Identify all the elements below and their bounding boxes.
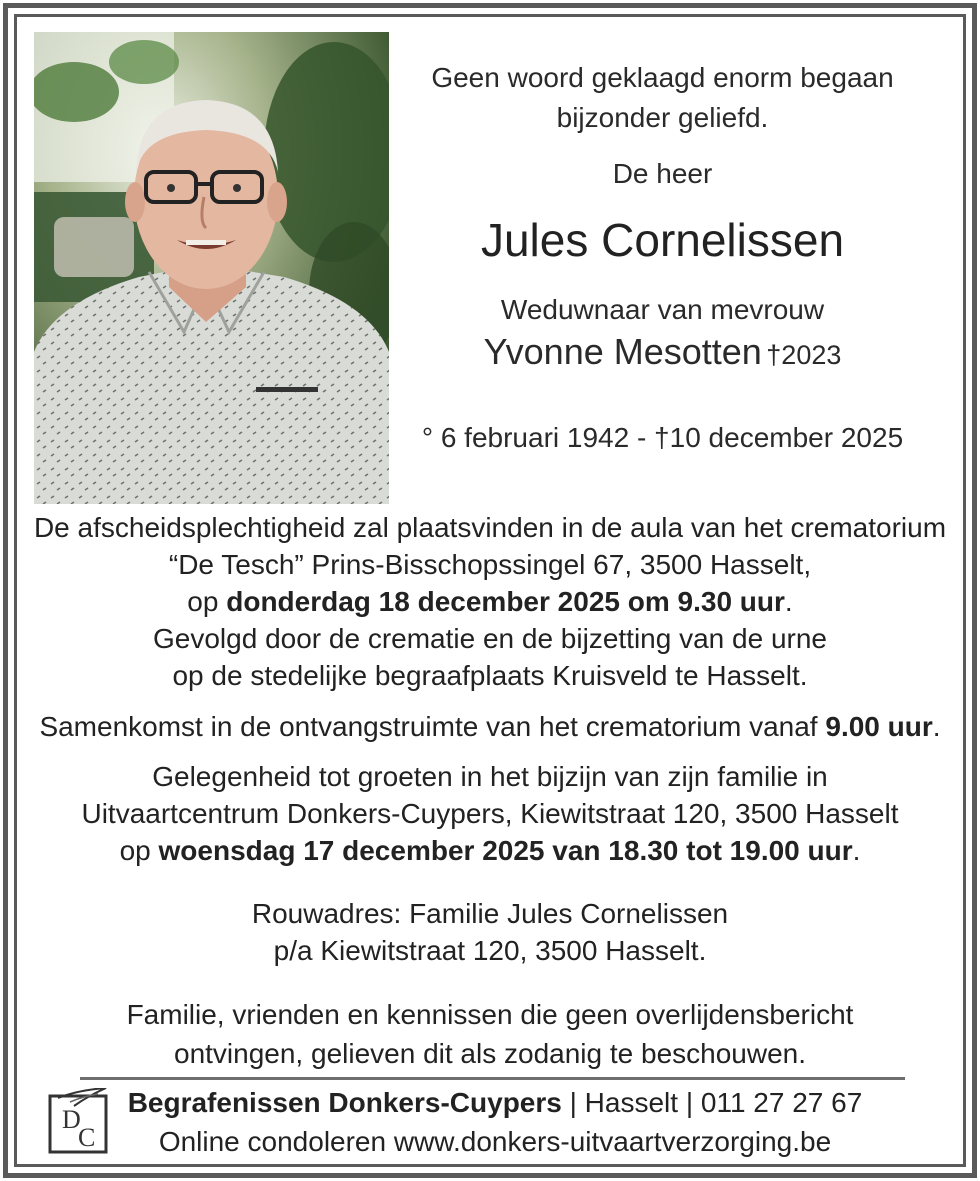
logo-letter-c: C xyxy=(78,1123,96,1152)
footer-divider xyxy=(80,1077,905,1080)
gathering-post: . xyxy=(932,711,941,742)
spouse-name: Yvonne Mesotten xyxy=(483,331,762,372)
closing-line-1: Familie, vrienden en kennissen die geen overlijdensbericht xyxy=(126,999,854,1030)
logo-letter-d: D xyxy=(62,1105,81,1134)
address-line-2: p/a Kiewitstraat 120, 3500 Hasselt. xyxy=(273,935,707,966)
funeral-home-line xyxy=(110,1084,880,1122)
visit-line-2: Uitvaartcentrum Donkers-Cuypers, Kiewitstraat 120, 3500 Hasselt xyxy=(81,798,899,829)
dc-logo-icon xyxy=(48,1088,110,1154)
spouse-intro: Weduwnaar van mevrouw xyxy=(500,294,825,325)
closing-note-section xyxy=(20,995,960,1073)
visit-line-3 xyxy=(20,832,960,869)
ceremony-section xyxy=(20,509,960,694)
ceremony-line-3-post: . xyxy=(784,586,793,617)
spouse-line xyxy=(400,330,925,374)
gathering-time: 9.00 uur xyxy=(825,711,933,742)
funeral-home-name: Begrafenissen Donkers-Cuypers xyxy=(127,1087,562,1118)
online-condolence-line: Online condoleren www.donkers-uitvaartverzorging.be xyxy=(158,1126,832,1157)
notice-header xyxy=(400,58,925,458)
motto-line-2: bijzonder geliefd. xyxy=(556,102,769,133)
gathering-line xyxy=(20,708,960,745)
ceremony-line-5: op de stedelijke begraafplaats Kruisveld te Hasselt. xyxy=(172,660,808,691)
visit-line-1: Gelegenheid tot groeten in het bijzijn van zijn familie in xyxy=(152,761,828,792)
ceremony-datetime: donderdag 18 december 2025 om 9.30 uur xyxy=(226,586,785,617)
spouse-death-year: †2023 xyxy=(766,340,842,370)
address-line-1: Rouwadres: Familie Jules Cornelissen xyxy=(251,898,729,929)
life-dates: ° 6 februari 1942 - †10 december 2025 xyxy=(421,422,904,453)
dc-logo-graphic xyxy=(48,1088,110,1154)
ceremony-line-3-pre: op xyxy=(187,586,227,617)
ceremony-line-4: Gevolgd door de crematie en de bijzetting van de urne xyxy=(153,623,827,654)
ceremony-line-1: De afscheidsplechtigheid zal plaatsvinden in de aula van het crematorium xyxy=(33,512,947,543)
gathering-pre: Samenkomst in de ontvangstruimte van het crematorium vanaf xyxy=(39,711,826,742)
mourning-address-section xyxy=(20,895,960,969)
funeral-home-contact: | Hasselt | 011 27 27 67 xyxy=(561,1087,863,1118)
visit-line-3-post: . xyxy=(852,835,861,866)
visit-datetime: woensdag 17 december 2025 van 18.30 tot 19.00 uur xyxy=(158,835,853,866)
portrait-photo xyxy=(34,32,389,504)
closing-line-2: ontvingen, gelieven dit als zodanig te beschouwen. xyxy=(174,1038,806,1069)
visitation-section xyxy=(20,758,960,869)
deceased-name: Jules Cornelissen xyxy=(480,214,845,266)
portrait-illustration xyxy=(34,32,389,504)
title-prefix: De heer xyxy=(612,158,713,189)
motto-line-1: Geen woord geklaagd enorm begaan xyxy=(431,62,894,93)
ceremony-line-3 xyxy=(20,583,960,620)
ceremony-line-2: “De Tesch” Prins-Bisschopssingel 67, 3500 Hasselt, xyxy=(168,549,812,580)
gathering-section xyxy=(20,708,960,745)
visit-line-3-pre: op xyxy=(119,835,159,866)
